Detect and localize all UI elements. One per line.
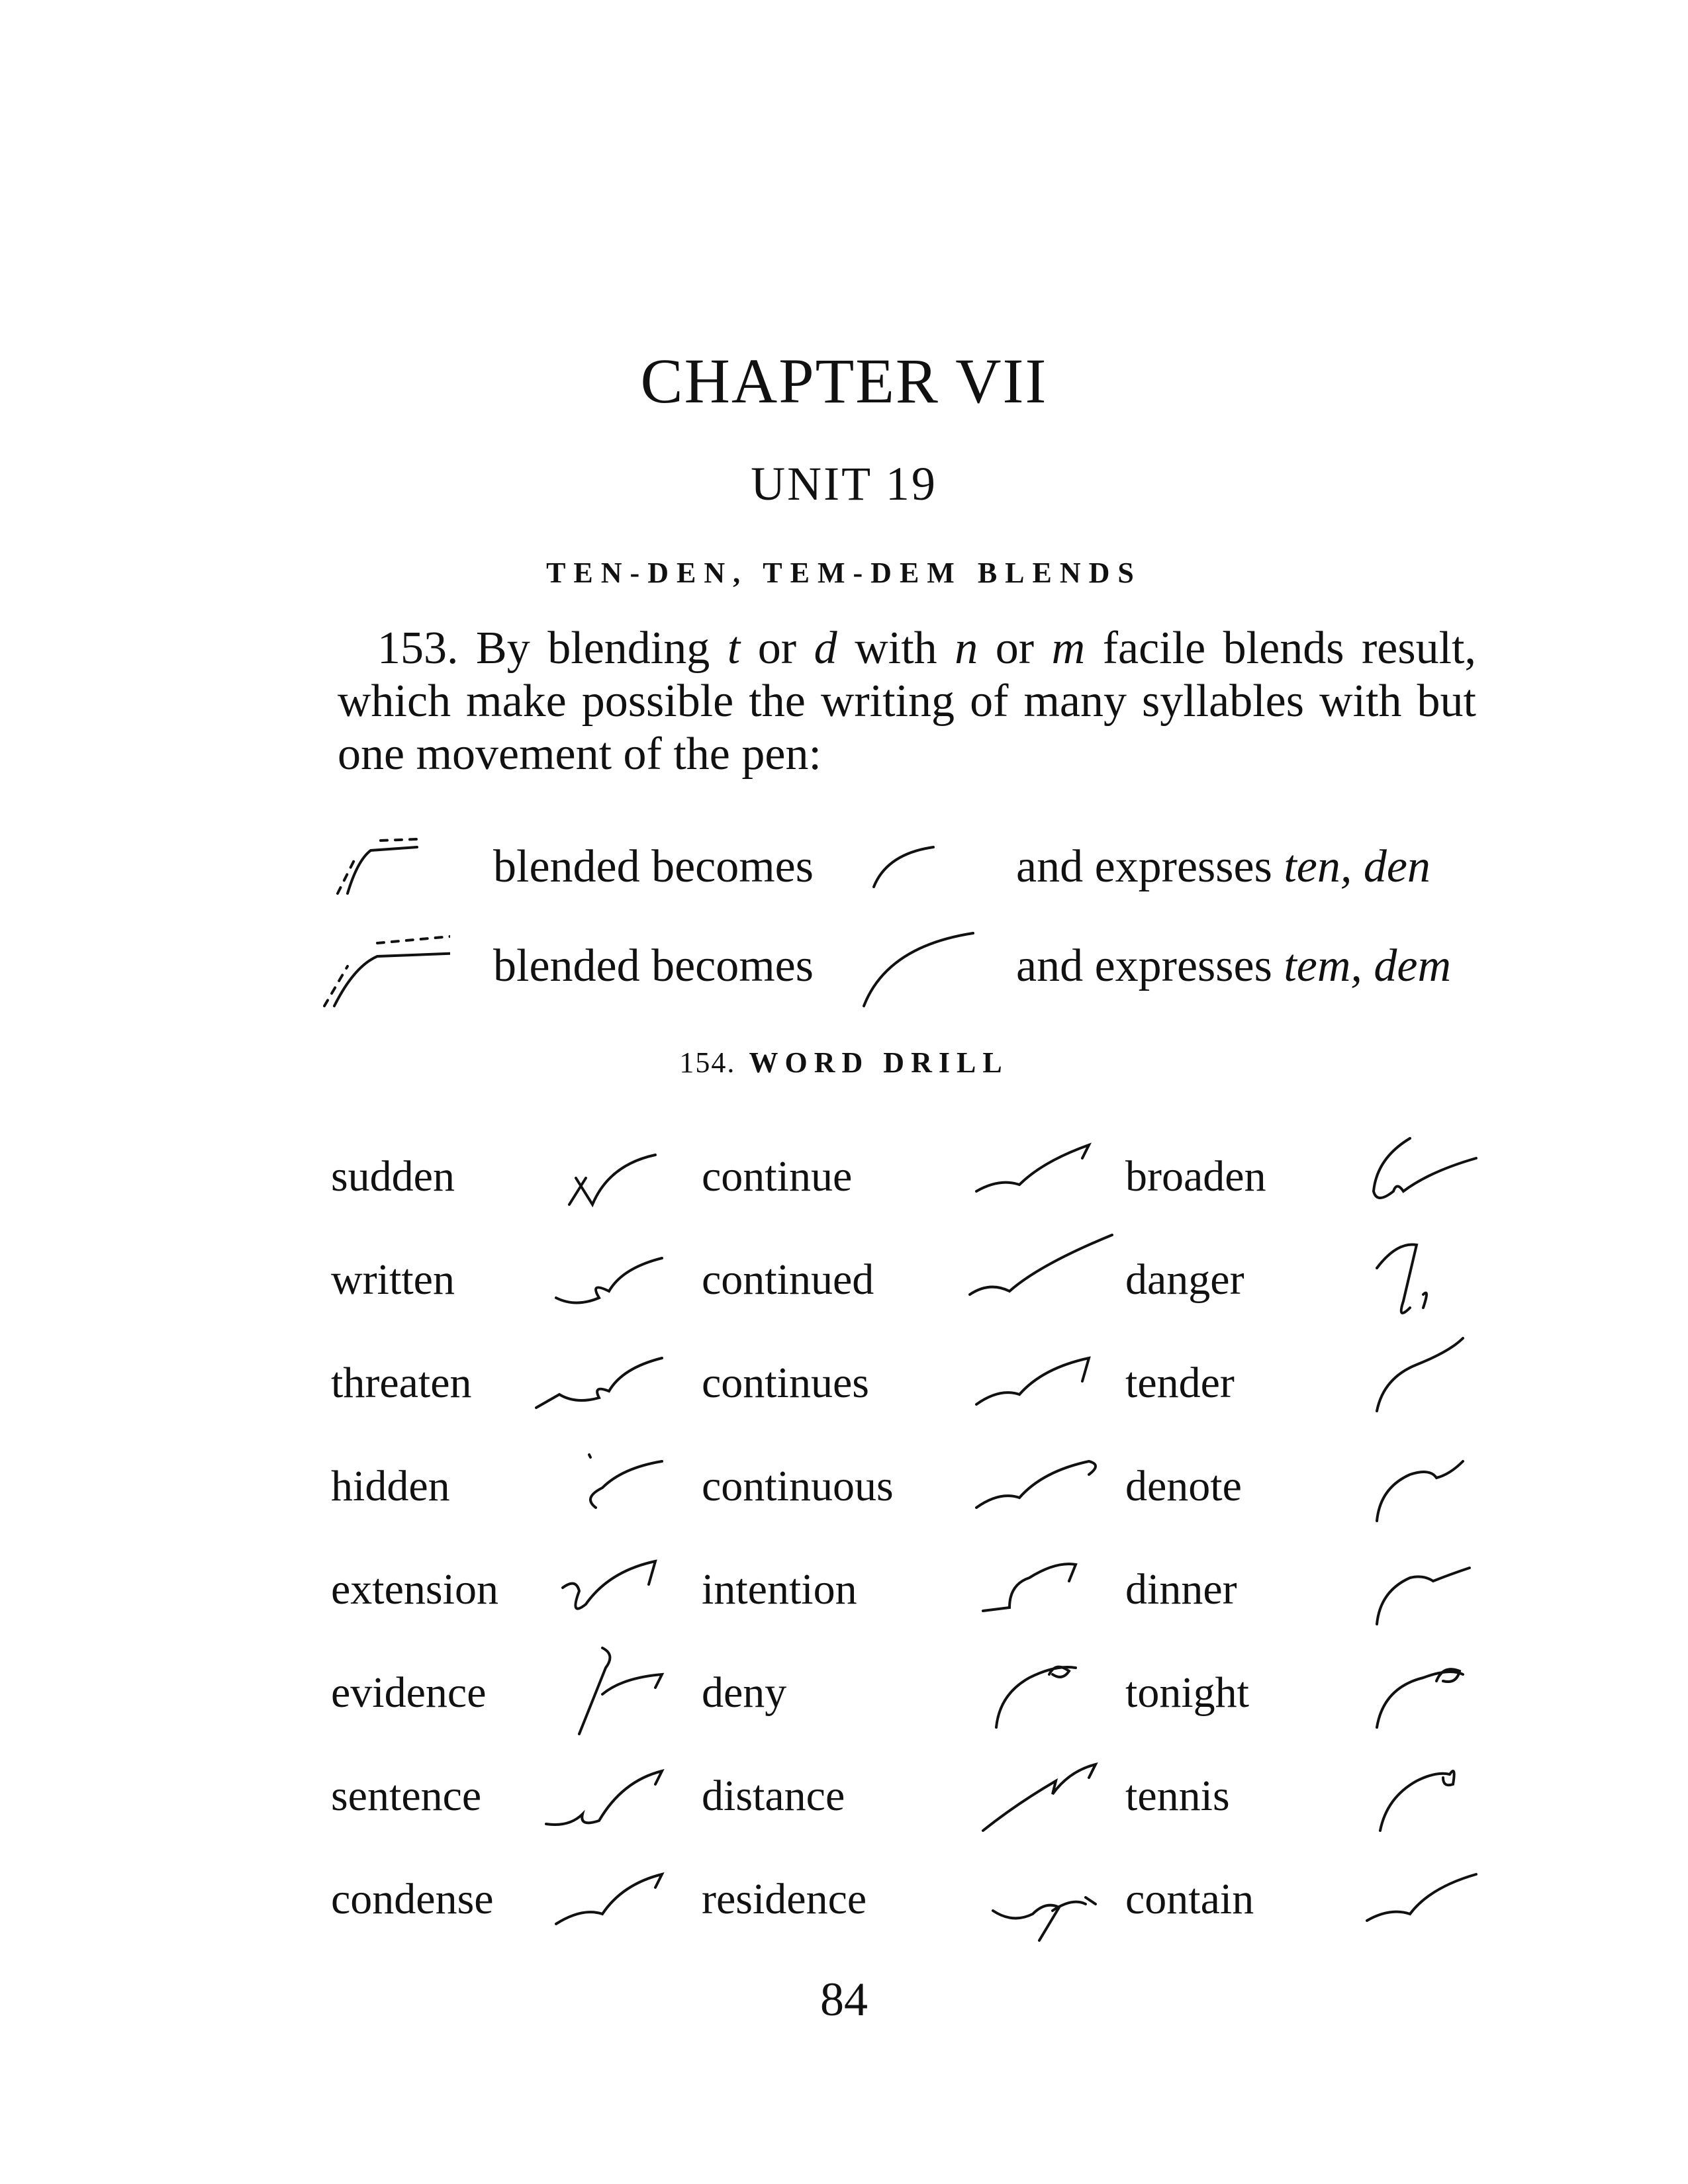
drill-word: written xyxy=(331,1255,455,1304)
drill-word: continuous xyxy=(702,1462,894,1510)
drill-title: WORD DRILL xyxy=(749,1046,1009,1079)
drill-item-continues xyxy=(702,1332,1125,1435)
shorthand-outline xyxy=(549,1435,702,1538)
drill-item-continue xyxy=(702,1125,1125,1228)
drill-item-denote xyxy=(1125,1435,1523,1538)
shorthand-outline xyxy=(970,1332,1122,1435)
expresses-italic: ten, den xyxy=(1284,841,1430,892)
drill-item-tennis xyxy=(1125,1745,1523,1848)
drill-item-dinner xyxy=(1125,1538,1523,1641)
blend-label: blended becomes xyxy=(493,841,814,892)
page-number: 84 xyxy=(820,1973,868,2026)
shorthand-outline xyxy=(966,1228,1119,1332)
drill-word: continue xyxy=(702,1152,853,1201)
drill-word: continues xyxy=(702,1359,869,1407)
tem-dem-blend-symbol xyxy=(861,920,993,1013)
word-drill-grid xyxy=(331,1125,1523,2005)
drill-item-tonight xyxy=(1125,1641,1523,1745)
drill-number: 154. xyxy=(679,1046,736,1079)
chapter-title: CHAPTER VII xyxy=(640,345,1048,416)
drill-word: residence xyxy=(702,1875,867,1923)
paragraph-number: 153. xyxy=(377,623,459,674)
drill-word: broaden xyxy=(1125,1152,1266,1201)
drill-item-continued xyxy=(702,1228,1125,1332)
drill-word: sentence xyxy=(331,1772,482,1820)
drill-word: distance xyxy=(702,1772,845,1820)
ten-den-blend-symbol xyxy=(861,821,993,913)
drill-word: tonight xyxy=(1125,1668,1250,1717)
shorthand-outline xyxy=(549,1228,702,1332)
letter-t: t xyxy=(727,623,741,674)
drill-item-sudden xyxy=(331,1125,702,1228)
shorthand-outline xyxy=(1357,1228,1509,1332)
shorthand-outline xyxy=(970,1641,1122,1745)
drill-word: sudden xyxy=(331,1152,455,1201)
drill-item-written xyxy=(331,1228,702,1332)
drill-word: continued xyxy=(702,1255,874,1304)
shorthand-outline xyxy=(970,1745,1122,1848)
shorthand-outline xyxy=(970,1125,1122,1228)
unit-title: UNIT 19 xyxy=(751,457,937,510)
drill-word: extension xyxy=(331,1565,498,1614)
blend-expresses xyxy=(1016,940,1451,993)
drill-word: evidence xyxy=(331,1668,487,1717)
drill-item-deny xyxy=(702,1641,1125,1745)
shorthand-outline xyxy=(986,1848,1139,1951)
drill-word: dinner xyxy=(1125,1565,1237,1614)
expresses-text: and expresses xyxy=(1016,940,1272,991)
drill-word: danger xyxy=(1125,1255,1244,1304)
section-subtitle: TEN-DEN, TEM-DEM BLENDS xyxy=(546,557,1142,589)
drill-item-residence xyxy=(702,1848,1125,1951)
drill-item-tender xyxy=(1125,1332,1523,1435)
drill-item-contain xyxy=(1125,1848,1523,1951)
paragraph-text-1: By blending xyxy=(476,623,710,674)
shorthand-outline xyxy=(536,1745,688,1848)
shorthand-outline xyxy=(1357,1125,1509,1228)
shorthand-outline xyxy=(1357,1641,1509,1745)
shorthand-outline xyxy=(549,1641,702,1745)
letter-d: d xyxy=(814,623,837,674)
blend-row-ten-den xyxy=(318,821,1496,913)
paragraph-or-2: or xyxy=(995,623,1035,674)
drill-word: threaten xyxy=(331,1359,472,1407)
shorthand-outline xyxy=(530,1332,682,1435)
paragraph-text-2: facile blends result, which make possible the writing of many syllables with but one movement of the pen: xyxy=(338,623,1477,780)
expresses-italic: tem, dem xyxy=(1284,940,1452,991)
letter-n: n xyxy=(955,623,978,674)
drill-word: tennis xyxy=(1125,1772,1230,1820)
shorthand-outline xyxy=(1357,1848,1509,1951)
drill-word: hidden xyxy=(331,1462,450,1510)
letter-m: m xyxy=(1051,623,1086,674)
expresses-text: and expresses xyxy=(1016,841,1272,892)
blend-label: blended becomes xyxy=(493,940,814,991)
blend-expresses xyxy=(1016,841,1430,893)
drill-item-condense xyxy=(331,1848,702,1951)
drill-item-intention xyxy=(702,1538,1125,1641)
shorthand-outline xyxy=(970,1435,1122,1538)
shorthand-outline xyxy=(970,1538,1122,1641)
blend-row-tem-dem xyxy=(318,920,1496,1013)
drill-word: deny xyxy=(702,1668,787,1717)
drill-word: tender xyxy=(1125,1359,1235,1407)
drill-word: denote xyxy=(1125,1462,1242,1510)
drill-word: contain xyxy=(1125,1875,1254,1923)
drill-item-threaten xyxy=(331,1332,702,1435)
drill-item-distance xyxy=(702,1745,1125,1848)
paragraph-or-1: or xyxy=(757,623,797,674)
drill-word: condense xyxy=(331,1875,494,1923)
shorthand-outline xyxy=(1357,1332,1509,1435)
word-drill-heading xyxy=(0,1046,1688,1079)
shorthand-outline xyxy=(1357,1538,1509,1641)
drill-item-danger xyxy=(1125,1228,1523,1332)
shorthand-outline xyxy=(1357,1745,1509,1848)
paragraph-with: with xyxy=(855,623,937,674)
drill-item-sentence xyxy=(331,1745,702,1848)
td-n-unblended-symbol xyxy=(318,821,450,913)
drill-item-extension xyxy=(331,1538,702,1641)
shorthand-outline xyxy=(549,1848,702,1951)
drill-item-continuous xyxy=(702,1435,1125,1538)
drill-item-hidden xyxy=(331,1435,702,1538)
paragraph-153 xyxy=(338,622,1476,781)
drill-item-broaden xyxy=(1125,1125,1523,1228)
shorthand-outline xyxy=(556,1125,708,1228)
shorthand-outline xyxy=(549,1538,702,1641)
drill-item-evidence xyxy=(331,1641,702,1745)
shorthand-outline xyxy=(1357,1435,1509,1538)
td-m-unblended-symbol xyxy=(318,920,450,1013)
drill-word: intention xyxy=(702,1565,857,1614)
